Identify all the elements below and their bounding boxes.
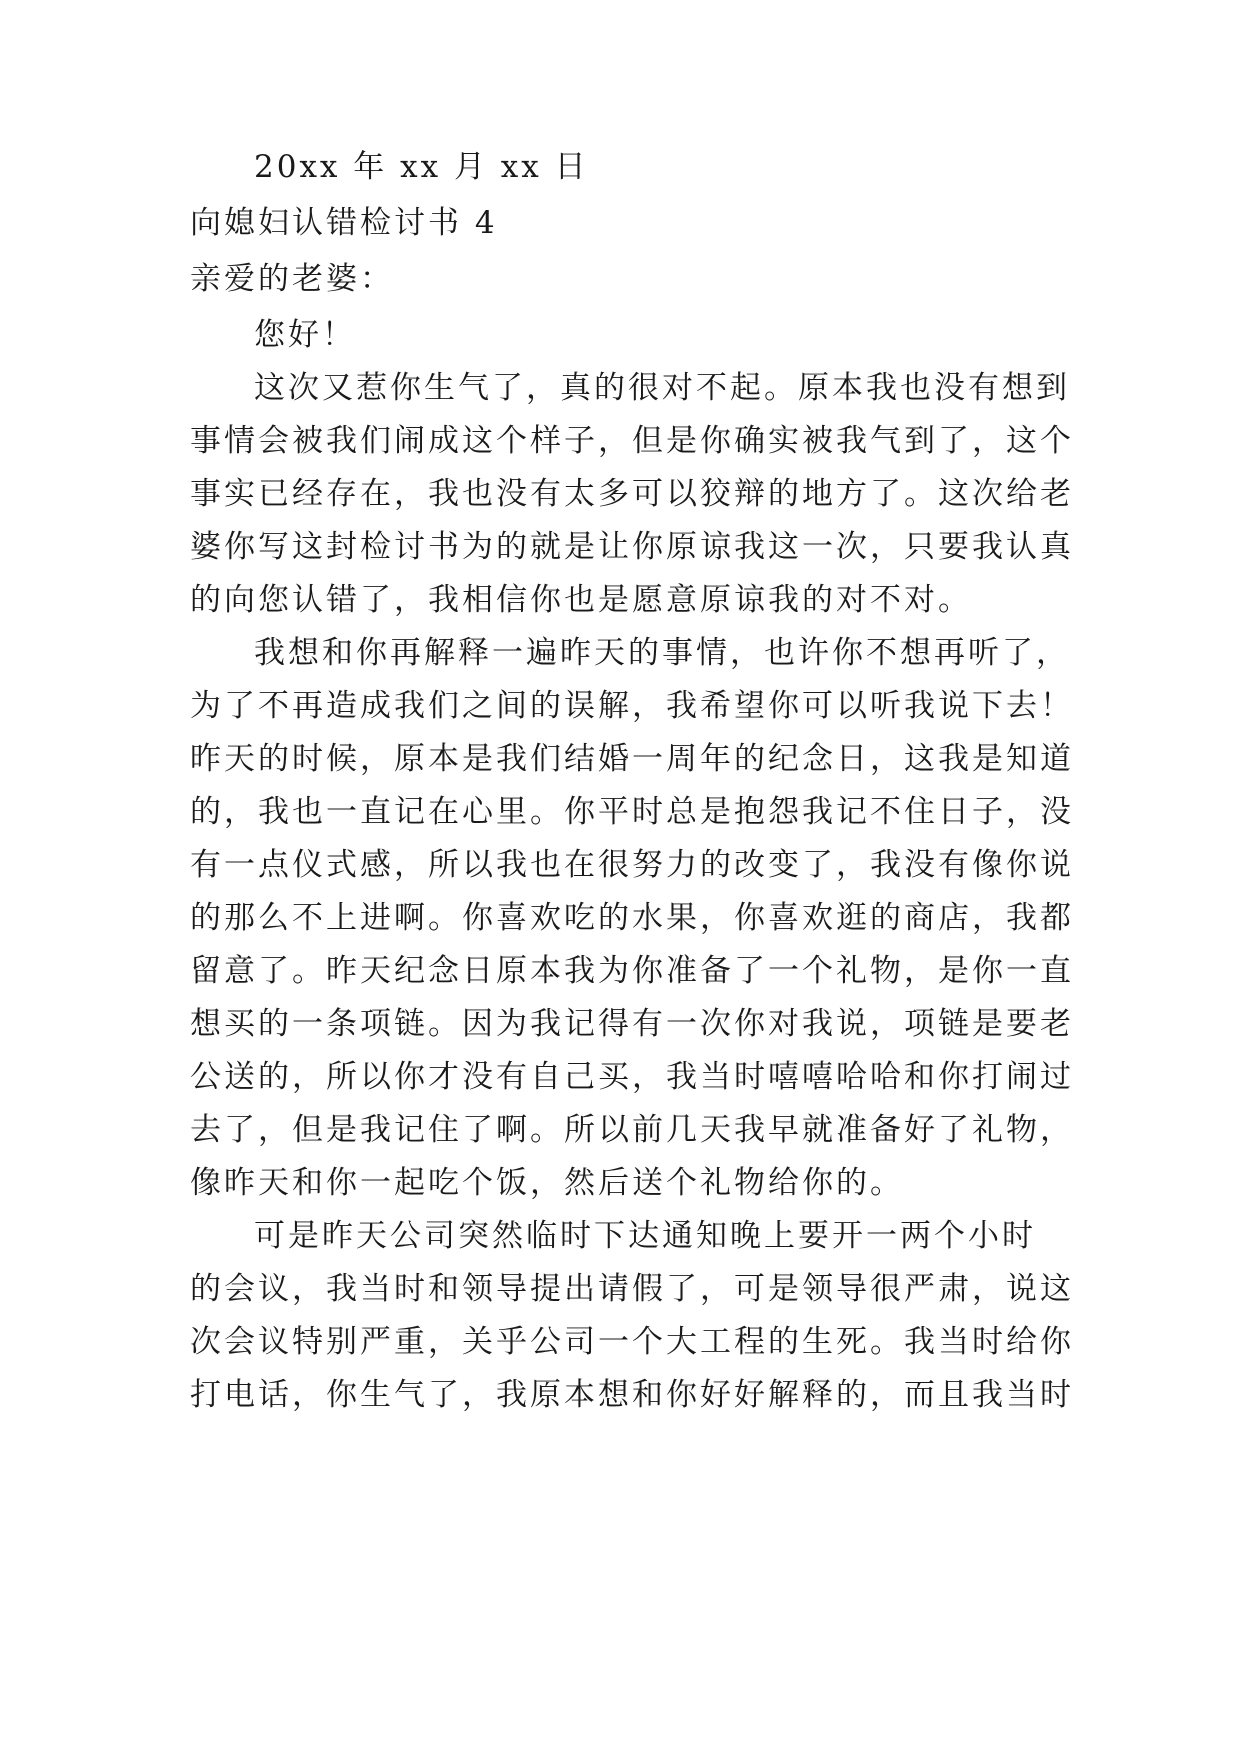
paragraph-1-line-3: 事实已经存在，我也没有太多可以狡辩的地方了。这次给老: [190, 476, 1074, 512]
paragraph-1-line-2: 事情会被我们闹成这个样子，但是你确实被我气到了，这个: [190, 423, 1074, 459]
date-line: 20xx 年 xx 月 xx 日: [254, 149, 589, 185]
paragraph-2-line-8: 想买的一条项链。因为我记得有一次你对我说，项链是要老: [190, 1006, 1074, 1042]
paragraph-2-line-3: 昨天的时候，原本是我们结婚一周年的纪念日，这我是知道: [190, 741, 1074, 777]
paragraph-2-line-5: 有一点仪式感，所以我也在很努力的改变了，我没有像你说: [190, 847, 1074, 883]
greeting: 您好！: [254, 317, 356, 353]
paragraph-3-line-2: 的会议，我当时和领导提出请假了，可是领导很严肃，说这: [190, 1271, 1074, 1307]
paragraph-1-line-5: 的向您认错了，我相信你也是愿意原谅我的对不对。: [190, 582, 972, 618]
paragraph-1-line-1: 这次又惹你生气了，真的很对不起。原本我也没有想到: [254, 370, 1070, 406]
paragraph-2-line-7: 留意了。昨天纪念日原本我为你准备了一个礼物，是你一直: [190, 953, 1074, 989]
paragraph-2-line-2: 为了不再造成我们之间的误解，我希望你可以听我说下去！: [190, 688, 1074, 724]
paragraph-2-line-1: 我想和你再解释一遍昨天的事情，也许你不想再听了，: [254, 635, 1070, 671]
paragraph-3-line-4: 打电话，你生气了，我原本想和你好好解释的，而且我当时: [190, 1377, 1074, 1413]
paragraph-2-line-4: 的，我也一直记在心里。你平时总是抱怨我记不住日子，没: [190, 794, 1074, 830]
paragraph-2-line-6: 的那么不上进啊。你喜欢吃的水果，你喜欢逛的商店，我都: [190, 900, 1074, 936]
paragraph-2-line-11: 像昨天和你一起吃个饭，然后送个礼物给你的。: [190, 1165, 904, 1201]
paragraph-3-line-3: 次会议特别严重，关乎公司一个大工程的生死。我当时给你: [190, 1324, 1074, 1360]
paragraph-2-line-9: 公送的，所以你才没有自己买，我当时嘻嘻哈哈和你打闹过: [190, 1059, 1074, 1095]
document-title: 向媳妇认错检讨书 4: [190, 205, 498, 241]
salutation: 亲爱的老婆：: [190, 261, 394, 297]
paragraph-3-line-1: 可是昨天公司突然临时下达通知晚上要开一两个小时: [254, 1218, 1036, 1254]
paragraph-2-line-10: 去了，但是我记住了啊。所以前几天我早就准备好了礼物，: [190, 1112, 1074, 1148]
paragraph-1-line-4: 婆你写这封检讨书为的就是让你原谅我这一次，只要我认真: [190, 529, 1074, 565]
